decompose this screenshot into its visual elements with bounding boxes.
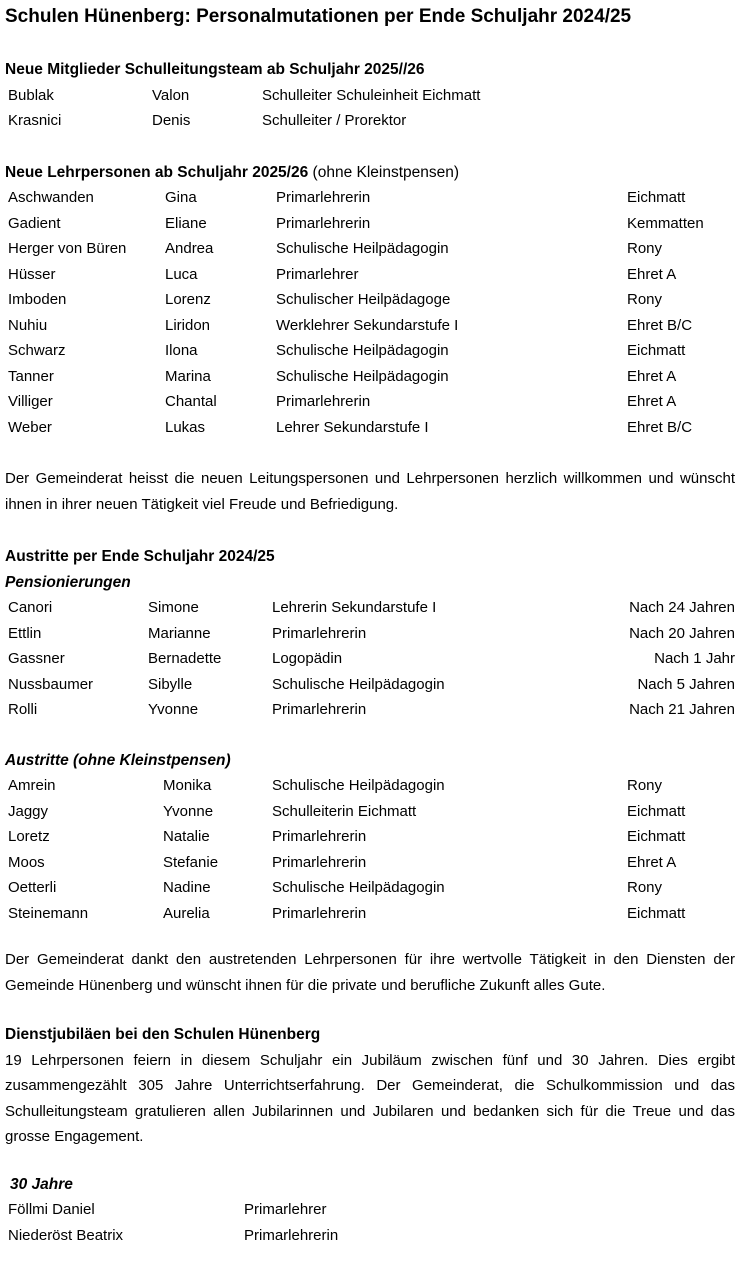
table-cell: Lorenz: [165, 291, 211, 308]
table-cell: Moos: [8, 853, 45, 871]
table-row: [0, 236, 743, 262]
table-cell: Eichmatt: [627, 189, 686, 206]
table-row: [0, 1223, 743, 1249]
table-cell: Yvonne: [163, 802, 214, 820]
table-cell: Schulische Heilpädagogin: [276, 367, 449, 385]
table-row: [0, 672, 743, 698]
table-cell: Villiger: [8, 393, 53, 410]
table-cell: Krasnici: [8, 112, 62, 129]
table-row: [0, 211, 743, 237]
table-row: [0, 595, 743, 621]
table-cell: Lehrer Sekundarstufe I: [276, 418, 429, 436]
table-new-teachers: [0, 185, 743, 440]
page-title: Schulen Hünenberg: Personalmutationen per Ende Schuljahr 2024/25: [5, 6, 632, 27]
table-row: [0, 108, 743, 134]
table-cell: Schulleiterin Eichmatt: [272, 802, 417, 820]
table-row: [0, 646, 743, 672]
table-cell: Niederöst Beatrix: [8, 1226, 124, 1244]
table-row: [0, 185, 743, 211]
table-cell: Lukas: [165, 418, 206, 436]
table-retirements: [0, 595, 743, 723]
table-cell: Nussbaumer: [8, 675, 94, 693]
table-cell: Bublak: [8, 86, 54, 104]
table-cell: Liridon: [165, 316, 211, 334]
table-row: [0, 83, 743, 109]
table-cell: Nuhiu: [8, 316, 48, 334]
table-cell: Schulleiter / Prorektor: [262, 112, 407, 129]
table-cell: Oetterli: [8, 879, 57, 896]
table-row: [0, 338, 743, 364]
table-row: [0, 262, 743, 288]
table-cell: Schulische Heilpädagogin: [272, 777, 445, 794]
heading-new-teachers-suffix: (ohne Kleinstpensen): [308, 163, 460, 181]
table-cell: Primarlehrerin: [272, 624, 367, 642]
table-cell: Ehret A: [627, 265, 677, 283]
table-cell: Schulische Heilpädagogin: [276, 240, 449, 257]
table-cell: Yvonne: [148, 701, 199, 718]
table-cell: Schwarz: [8, 342, 66, 359]
table-thirty-years: [0, 1197, 743, 1248]
table-cell: Primarlehrerin: [276, 189, 371, 206]
table-cell: Eichmatt: [627, 828, 686, 845]
table-cell: Rony: [627, 240, 663, 257]
table-cell: Gina: [165, 189, 197, 206]
table-cell: Ehret B/C: [627, 316, 693, 334]
table-row: [0, 621, 743, 647]
subheading-retirements: Pensionierungen: [5, 573, 131, 591]
table-cell: Hüsser: [8, 265, 56, 283]
table-row: [0, 799, 743, 825]
table-row: [0, 850, 743, 876]
table-row: [0, 415, 743, 441]
table-cell: Sibylle: [148, 675, 193, 693]
table-cell: Rolli: [8, 701, 38, 718]
table-cell: Primarlehrerin: [272, 853, 367, 871]
paragraph-jubilees: 19 Lehrpersonen feiern in diesem Schuljahr ein Jubiläum zwischen fünf und 30 Jahren. Dies ergibt zusammengezählt 305 Jahre Unterrichtserfahrung. Der Gemeinderat, die Schulkommission und das Schulleitungsteam gratulieren allen Jubilarinnen und Jubilaren und bedanken sich für die Treue und das grosse Engagement.: [5, 1051, 735, 1145]
table-cell: Schulische Heilpädagogin: [276, 342, 449, 359]
table-cell: Chantal: [165, 393, 217, 410]
table-cell: Schulleiter Schuleinheit Eichmatt: [262, 86, 481, 104]
table-cell: Werklehrer Sekundarstufe I: [276, 316, 459, 334]
table-cell: Ettlin: [8, 624, 42, 642]
table-cell: Primarlehrerin: [276, 393, 371, 410]
table-cell: Gadient: [8, 214, 61, 232]
table-cell: Primarlehrer: [276, 265, 359, 283]
table-row: [0, 1197, 743, 1223]
table-cell: Aschwanden: [8, 189, 94, 206]
table-cell: Ehret A: [627, 393, 677, 410]
table-cell: Marianne: [148, 624, 211, 642]
table-cell: Logopädin: [272, 650, 343, 667]
table-cell: Nach 1 Jahr: [654, 650, 735, 667]
table-cell: Primarlehrerin: [244, 1226, 339, 1244]
heading-new-teachers: [5, 160, 737, 186]
table-cell: Marina: [165, 367, 211, 385]
table-cell: Ehret A: [627, 367, 677, 385]
table-cell: Steinemann: [8, 904, 89, 922]
table-cell: Nach 24 Jahren: [629, 599, 735, 616]
table-cell: Föllmi Daniel: [8, 1201, 95, 1218]
table-cell: Ehret B/C: [627, 418, 693, 436]
table-cell: Primarlehrerin: [272, 904, 367, 922]
table-cell: Eichmatt: [627, 802, 686, 820]
table-cell: Luca: [165, 265, 198, 283]
table-cell: Aurelia: [163, 904, 210, 922]
table-cell: Herger von Büren: [8, 240, 127, 257]
heading-new-teachers-bold: Neue Lehrpersonen ab Schuljahr 2025/26: [5, 163, 309, 181]
heading-new-leadership-team: Neue Mitglieder Schulleitungsteam ab Schuljahr 2025//26: [5, 61, 425, 78]
table-new-leadership-team: [0, 83, 743, 134]
table-row: [0, 824, 743, 850]
table-cell: Primarlehrerin: [272, 701, 367, 718]
table-cell: Simone: [148, 599, 199, 616]
paragraph-welcome: Der Gemeinderat heisst die neuen Leitungspersonen und Lehrpersonen herzlich willkommen und wünscht ihnen in ihrer neuen Tätigkeit viel Freude und Befriedigung.: [5, 470, 735, 513]
table-cell: Nach 5 Jahren: [637, 675, 735, 693]
table-cell: Valon: [152, 86, 190, 104]
table-cell: Schulische Heilpädagogin: [272, 675, 445, 693]
table-cell: Imboden: [8, 291, 67, 308]
subheading-departures: Austritte (ohne Kleinstpensen): [5, 751, 231, 769]
table-cell: Nach 20 Jahren: [629, 624, 735, 642]
table-row: [0, 901, 743, 927]
table-cell: Loretz: [8, 828, 50, 845]
table-cell: Nach 21 Jahren: [629, 701, 735, 718]
table-row: [0, 287, 743, 313]
table-cell: Gassner: [8, 650, 65, 667]
table-cell: Primarlehrerin: [276, 214, 371, 232]
table-cell: Rony: [627, 291, 663, 308]
table-cell: Bernadette: [148, 650, 222, 667]
table-row: [0, 875, 743, 901]
table-row: [0, 313, 743, 339]
table-departures: [0, 773, 743, 926]
heading-exits: Austritte per Ende Schuljahr 2024/25: [5, 548, 275, 565]
table-cell: Schulischer Heilpädagoge: [276, 291, 451, 308]
paragraph-thanks: Der Gemeinderat dankt den austretenden Lehrpersonen für ihre wertvolle Tätigkeit in den Diensten der Gemeinde Hünenberg und wünscht ihnen für die private und berufliche Zukunft alles Gute.: [5, 951, 735, 994]
table-cell: Primarlehrer: [244, 1201, 327, 1218]
table-cell: Canori: [8, 599, 53, 616]
table-cell: Nadine: [163, 879, 211, 896]
table-row: [0, 389, 743, 415]
table-row: [0, 773, 743, 799]
table-cell: Eliane: [165, 214, 207, 232]
table-cell: Kemmatten: [627, 214, 704, 232]
table-cell: Denis: [152, 112, 191, 129]
table-cell: Rony: [627, 879, 663, 896]
subheading-thirty-years: 30 Jahre: [10, 1175, 73, 1193]
table-cell: Tanner: [8, 367, 54, 385]
table-cell: Natalie: [163, 828, 210, 845]
table-row: [0, 364, 743, 390]
table-cell: Ilona: [165, 342, 198, 359]
table-row: [0, 697, 743, 723]
table-cell: Andrea: [165, 240, 214, 257]
table-cell: Rony: [627, 777, 663, 794]
table-cell: Primarlehrerin: [272, 828, 367, 845]
table-cell: Lehrerin Sekundarstufe I: [272, 599, 437, 616]
table-cell: Monika: [163, 777, 212, 794]
table-cell: Jaggy: [8, 802, 49, 820]
table-cell: Ehret A: [627, 853, 677, 871]
table-cell: Eichmatt: [627, 342, 686, 359]
heading-jubilees: Dienstjubiläen bei den Schulen Hünenberg: [5, 1026, 321, 1043]
table-cell: Stefanie: [163, 853, 219, 871]
table-cell: Weber: [8, 418, 52, 436]
table-cell: Amrein: [8, 777, 56, 794]
table-cell: Eichmatt: [627, 904, 686, 922]
table-cell: Schulische Heilpädagogin: [272, 879, 445, 896]
